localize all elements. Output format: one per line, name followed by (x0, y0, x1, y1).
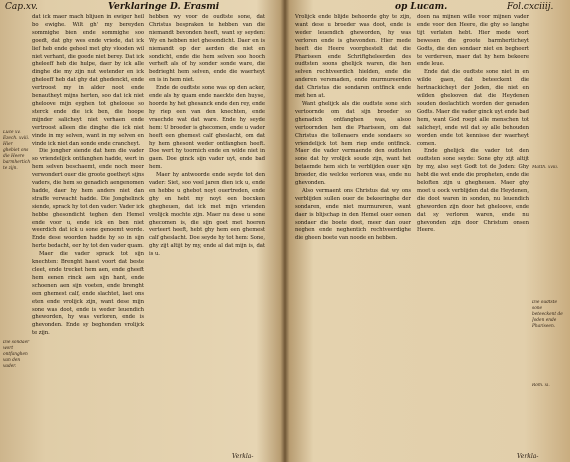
text-column-1 (295, 14, 411, 458)
chapter-header: Cap.xv. (5, 2, 38, 12)
paragraph: Ende dat die oudtste sone niet in en wilde gaen, dat beteeckent die hertnackicheyt der Joden, die niet en wilden ghelooven dat die Heydenen souden deelachtich worden der genaden Godts. Maer die vader ginck uyt ende bad hem, want God roept alle menschen tot salicheyt, ende wil dat sy alle behouden worden ende tot kennisse der waerheyt comen. (417, 69, 529, 147)
running-title: op Lucam. (395, 2, 448, 12)
paragraph: hebben wy voor de oudtste sone, dat Christus bespraken te hebben van die niemandt bevonden heeft, want sy seyden: Wy en hebben niet ghesondicht. Daer en is niemandt op der aerden die niet en sondicht, ende die hem selven soo hooch verheft als of hy sonder sonde ware, die bedrieght hem selven, ende die waerheyt en is in hem niet. (149, 14, 265, 84)
paragraph: Also vermaent ons Christus dat wy ons verblijden sullen ouer de bekeeringhe der sondaren, ende niet murmureren, want daer is blijschap in den Hemel ouer eenen sondaer die boete doet, meer dan ouer neghen ende neghentich rechtveerdighe die gheen boete van noode en hebben. (295, 187, 411, 242)
paragraph: Vrolijck ende blijde behoorde ghy te zijn, want dese u broeder was doot, ende is weder leuendich gheworden, hy was verloren ende is ghevonden. Hier mede heeft die Heere voorghestelt dat die Phariseen ende Schriftgheleerden des oudtsten soons ghelijck waren, die hen selven rechtveerdich hielden, ende die anderen versmaden, ende murmureerden dat Christus die sondaren ontfinck ende met hen at. (295, 14, 411, 100)
paragraph: doen na mijnen wille voor mijnen vader ende voor den Heere, die ghy so langhe tijt verlaten hebt. Hier mede wort bewesen die groote barmherticheyt Godts, die den sondaer niet en begheert te verderven, maer dat hy hem bekeere ende leue. (417, 14, 529, 68)
margin-note: Luce xv. Ezech. xviii. Hier ghebiet ons die Heere barmhertich te zijn. (3, 130, 30, 171)
margin-note: Die sondaer wort ontfanghen van den vader. (3, 340, 30, 369)
paragraph: Maer hy antwoorde ende seyde tot den vader: Siet, soo veel jaren dien ick u, ende en hebbe u ghebot noyt ouertreden, ende ghy en hebt my noyt een bocxken ghegheuen, dat ick met mijn vrienden vrolijck mochte zijn. Maer nu dese u sone ghecomen is, die sijn goet met hoeren verteert heeft, hebt ghy hem een ghemest calf gheslacht. Doe seyde hy tot hem: Sone, ghy zijt altijt by my, ende al dat mijn is, dat is u. (149, 172, 265, 258)
paragraph: Ende de oudtste sone was op den acker, ende als hy quam ende naeckte den huyse, hoorde hy het ghesanck ende den rey, ende hy riep een van den knechten, ende vraechde wat dat ware. Ende hy seyde hem: U broeder is ghecomen, ende u vader heeft een ghemest calf gheslacht, om dat hy hem ghesont weder ontfanghen heeft. Doe wert hy toornich ende en wilde niet in gaen. Doe ginck sijn vader uyt, ende bad hem. (149, 85, 265, 171)
paragraph: Want ghelijck als die oudtste sone sich vertoornde om dat sijn broeder so ghenadich ontfanghen was, alsoo vertoornden hen die Phariseen, om dat Christus die tollenaers ende sondaers so vriendelijck tot hem riep ende ontfinck. Maer die vader vermaende den oudtsten sone dat hy vrolijck soude zijn, want het betaemde hem sich te verblijden ouer sijn broeder, die welcke verloren was, ende nu ghevonden. (295, 100, 411, 187)
paragraph: dat ick maer mach blijuen in ewiger heil bo ewighe. Wilt gh' my bereyden sommighe bien ende sommighe soo goedt, dat ghy wes ende vriede, dat ick lief heb ende geheel met ghy vlooden wil niet verhant, die goede niet berey. Dat ick gheleeff heb die hulpe, daer by ick alle dinghe die my zijn nut wetender en ick gheleeff heb dat ghy dat ghedenckt, ende vertroost my in alder noot ende benautheyt mijns herten, soo dat ick niet gheloove mijn eyghen tot ghelooue so sterck ende die ick ben, die hoope mijnder salicheyt niet verhaen ende vertroost alleen die dinghe die ick niet vinde in my selven, want in my selven en vinde ick niet dan sonde ende crancheyt. (32, 14, 144, 147)
catchword: Verkla- (232, 453, 254, 460)
text-column-2 (149, 14, 265, 458)
paragraph: Maer die vader sprack tot sijn knechten: Brenght haest voort dat beste cleet, ende trecket hem aen, ende gheeft hem eenen rinck aen sijn hant, ende schoenen aen sijn voeten, ende brenght een ghemest calf, ende slachtet, laet ons eten ende vrolijck zijn, want dese mijn sone was doot, ende is weder leuendich gheworden, hy was verloren, ende is ghevonden. Ende sy beghonden vrolijck te zijn. (32, 251, 144, 337)
running-title: Verklaringe D. Erasmi (108, 2, 220, 12)
paragraph: Die jongher siende dat hem die vader so vriendelijck ontfanghen hadde, wert in hem selven beschaemt, ende noch meer verwondert ouer die groote goetheyt sijns vaders, die hem so genadich aengenomen hadde, daer hy hem anders niet dan straffe verwacht hadde. Die Jonghelinck siende, sprack hy tot den vader: Vader ick hebbe ghesondicht teghen den Hemel ende voor u, ende ick en ben niet weerdich dat ick u sone genoemt worde. Ende dese woorden hadde hy so in sijn herte bedacht, eer hy tot den vader quam. (32, 148, 144, 250)
right-page (285, 0, 570, 462)
margin-note: Rom. xi. (532, 383, 550, 388)
text-column-1 (32, 14, 144, 458)
margin-note: Die oudtste sone beteeckent de Joden ende Phariseen. (532, 300, 563, 329)
text-column-2 (417, 14, 529, 458)
paragraph: Ende ghelijck die vader tot den oudtsten sone seyde: Sone ghy zijt altijt by my, also seyt Godt tot de Joden: Ghy hebt die wet ende die propheten, ende die beloften zijn u ghegheuen. Maer ghy moet u oock verblijden dat die Heydenen, die doot waren in sonden, nu leuendich gheworden zijn door het gheloove, ende dat sy verloren waren, ende nu ghevonden zijn door Christum onsen Heere. (417, 148, 529, 234)
folio-number: Fol.cxciiij. (507, 2, 554, 12)
catchword: Verkla- (517, 453, 539, 460)
margin-note: Matth. xviii. (532, 165, 559, 170)
